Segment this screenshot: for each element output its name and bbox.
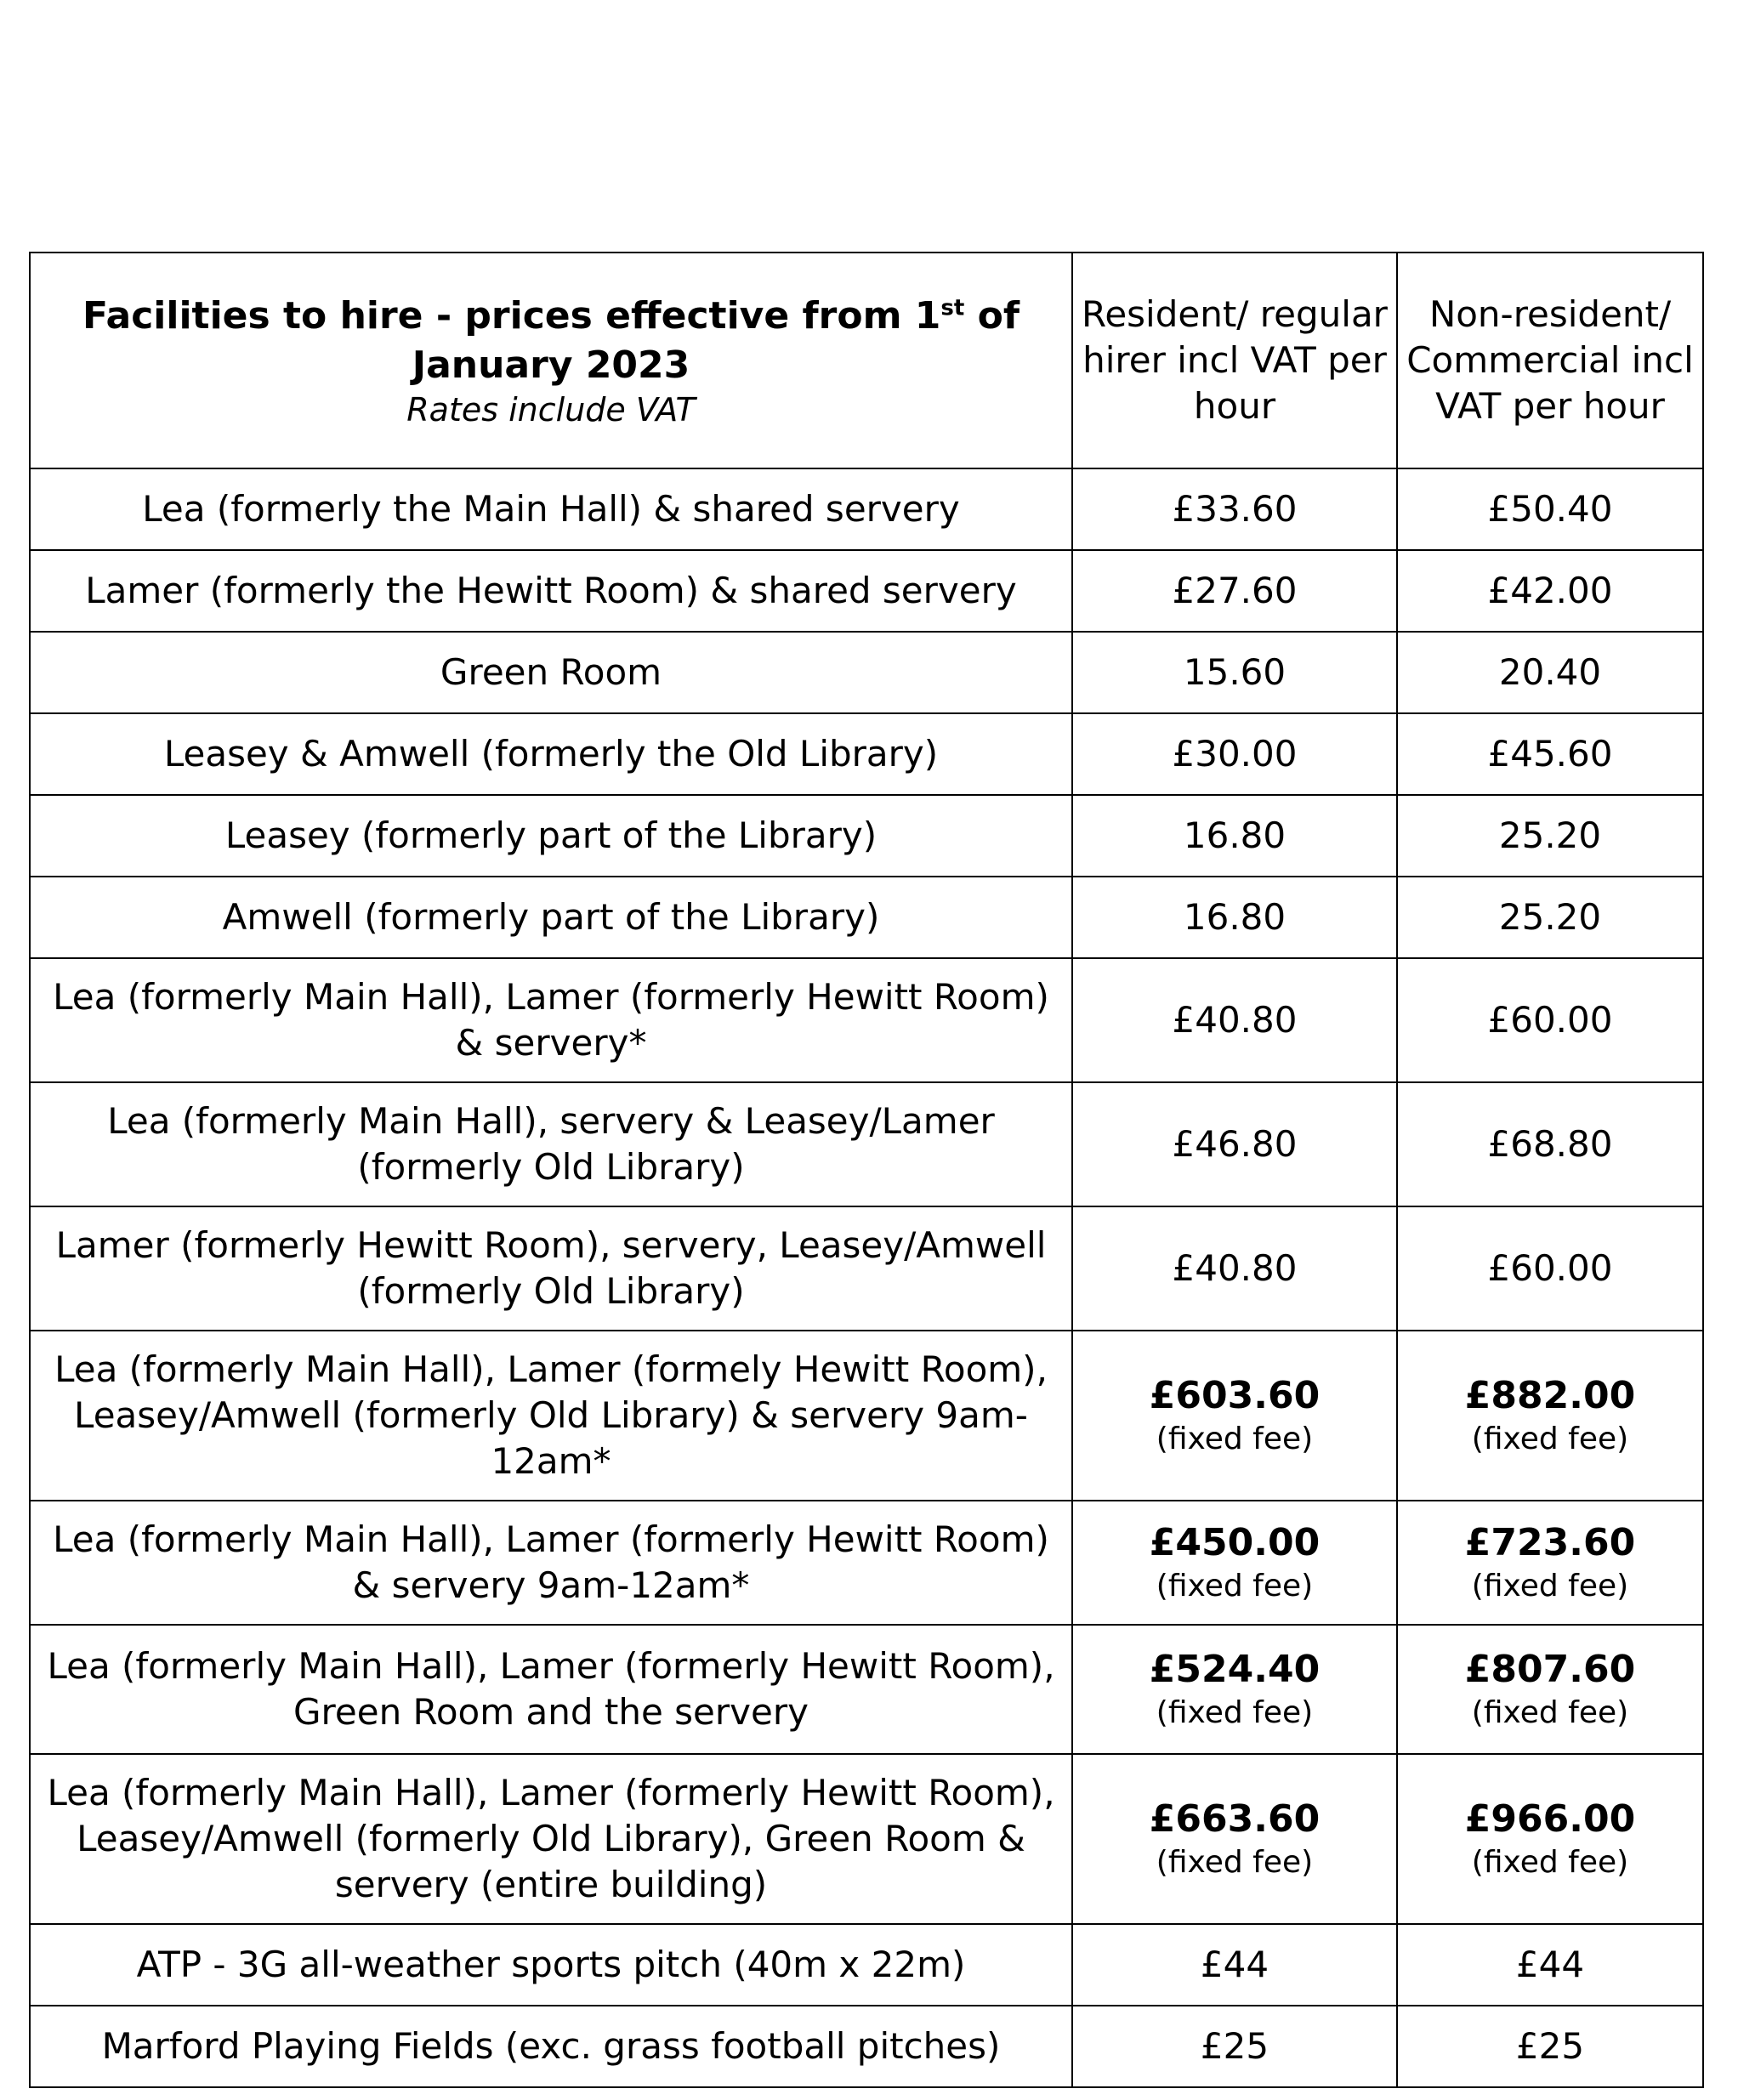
nonresident-price: £807.60 (1464, 1648, 1636, 1691)
fixed-fee-note: (fixed fee) (1471, 1845, 1629, 1880)
nonresident-price-cell (1397, 1331, 1703, 1501)
nonresident-price: 25.20 (1397, 877, 1703, 958)
column-header-resident: Resident/ regular hirer incl VAT per hour (1072, 253, 1397, 468)
nonresident-price: 20.40 (1397, 632, 1703, 713)
resident-price-cell (1072, 1625, 1397, 1754)
facility-name: Amwell (formerly part of the Library) (30, 877, 1072, 958)
fixed-fee-note: (fixed fee) (1471, 1569, 1629, 1603)
nonresident-price: £966.00 (1464, 1797, 1636, 1841)
table-row (30, 632, 1703, 713)
facility-name: Lamer (formerly Hewitt Room), servery, Leasey/Amwell (formerly Old Library) (30, 1206, 1072, 1331)
table-row (30, 1625, 1703, 1754)
facility-name: Marford Playing Fields (exc. grass football pitches) (30, 2006, 1072, 2087)
facility-name: Lea (formerly Main Hall), Lamer (formerly Hewitt Room), Green Room and the servery (30, 1625, 1072, 1754)
facility-name: ATP - 3G all-weather sports pitch (40m x 22m) (30, 1924, 1072, 2006)
column-header-nonresident: Non-resident/ Commercial incl VAT per hour (1397, 253, 1703, 468)
nonresident-price-cell (1397, 1754, 1703, 1924)
fixed-fee-note: (fixed fee) (1156, 1695, 1314, 1730)
resident-price: £33.60 (1072, 468, 1397, 550)
table-row (30, 1331, 1703, 1501)
table-row (30, 550, 1703, 632)
fixed-fee-note: (fixed fee) (1471, 1695, 1629, 1730)
nonresident-price: £45.60 (1397, 713, 1703, 795)
facility-name: Lamer (formerly the Hewitt Room) & shared servery (30, 550, 1072, 632)
facility-name: Lea (formerly the Main Hall) & shared servery (30, 468, 1072, 550)
table-row (30, 2006, 1703, 2087)
resident-price: £524.40 (1149, 1648, 1321, 1691)
header-row (30, 253, 1703, 468)
resident-price: £46.80 (1072, 1082, 1397, 1206)
resident-price: £40.80 (1072, 958, 1397, 1082)
nonresident-price: £25 (1397, 2006, 1703, 2087)
facility-name: Lea (formerly Main Hall), Lamer (formerly Hewitt Room) & servery 9am-12am* (30, 1501, 1072, 1625)
table-row (30, 958, 1703, 1082)
resident-price: £44 (1072, 1924, 1397, 2006)
nonresident-price: 25.20 (1397, 795, 1703, 877)
nonresident-price: £68.80 (1397, 1082, 1703, 1206)
nonresident-price-cell (1397, 1501, 1703, 1625)
nonresident-price: £882.00 (1464, 1374, 1636, 1417)
facility-name: Leasey (formerly part of the Library) (30, 795, 1072, 877)
nonresident-price: £60.00 (1397, 958, 1703, 1082)
resident-price: 15.60 (1072, 632, 1397, 713)
nonresident-price: £44 (1397, 1924, 1703, 2006)
fixed-fee-note: (fixed fee) (1156, 1422, 1314, 1456)
resident-price: 16.80 (1072, 795, 1397, 877)
table-row (30, 877, 1703, 958)
nonresident-price: £42.00 (1397, 550, 1703, 632)
table-row (30, 468, 1703, 550)
resident-price: £27.60 (1072, 550, 1397, 632)
table-row (30, 795, 1703, 877)
table-title-cell (30, 253, 1072, 468)
price-table (29, 252, 1704, 2088)
facility-name: Lea (formerly Main Hall), Lamer (formerly Hewitt Room), Leasey/Amwell (formerly Old Library), Green Room & servery (entire building) (30, 1754, 1072, 1924)
table-title: Facilities to hire - prices effective from 1st of January 2023 (82, 294, 1020, 387)
table-row (30, 713, 1703, 795)
resident-price: £30.00 (1072, 713, 1397, 795)
facility-name: Green Room (30, 632, 1072, 713)
resident-price: £603.60 (1149, 1374, 1321, 1417)
table-row (30, 1924, 1703, 2006)
resident-price: £40.80 (1072, 1206, 1397, 1331)
nonresident-price: £50.40 (1397, 468, 1703, 550)
fixed-fee-note: (fixed fee) (1471, 1422, 1629, 1456)
resident-price: £663.60 (1149, 1797, 1321, 1841)
resident-price: £25 (1072, 2006, 1397, 2087)
resident-price: £450.00 (1149, 1521, 1321, 1564)
table-row (30, 1206, 1703, 1331)
nonresident-price: £723.60 (1464, 1521, 1636, 1564)
facility-name: Leasey & Amwell (formerly the Old Library) (30, 713, 1072, 795)
nonresident-price: £60.00 (1397, 1206, 1703, 1331)
facility-name: Lea (formerly Main Hall), Lamer (formerly Hewitt Room) & servery* (30, 958, 1072, 1082)
nonresident-price-cell (1397, 1625, 1703, 1754)
table-row (30, 1501, 1703, 1625)
facility-name: Lea (formerly Main Hall), Lamer (formely Hewitt Room), Leasey/Amwell (formerly Old Library) & servery 9am-12am* (30, 1331, 1072, 1501)
resident-price-cell (1072, 1501, 1397, 1625)
table-row (30, 1082, 1703, 1206)
fixed-fee-note: (fixed fee) (1156, 1569, 1314, 1603)
resident-price-cell (1072, 1331, 1397, 1501)
facility-name: Lea (formerly Main Hall), servery & Leasey/Lamer (formerly Old Library) (30, 1082, 1072, 1206)
table-subtitle: Rates include VAT (406, 391, 696, 429)
fixed-fee-note: (fixed fee) (1156, 1845, 1314, 1880)
resident-price: 16.80 (1072, 877, 1397, 958)
resident-price-cell (1072, 1754, 1397, 1924)
table-row (30, 1754, 1703, 1924)
